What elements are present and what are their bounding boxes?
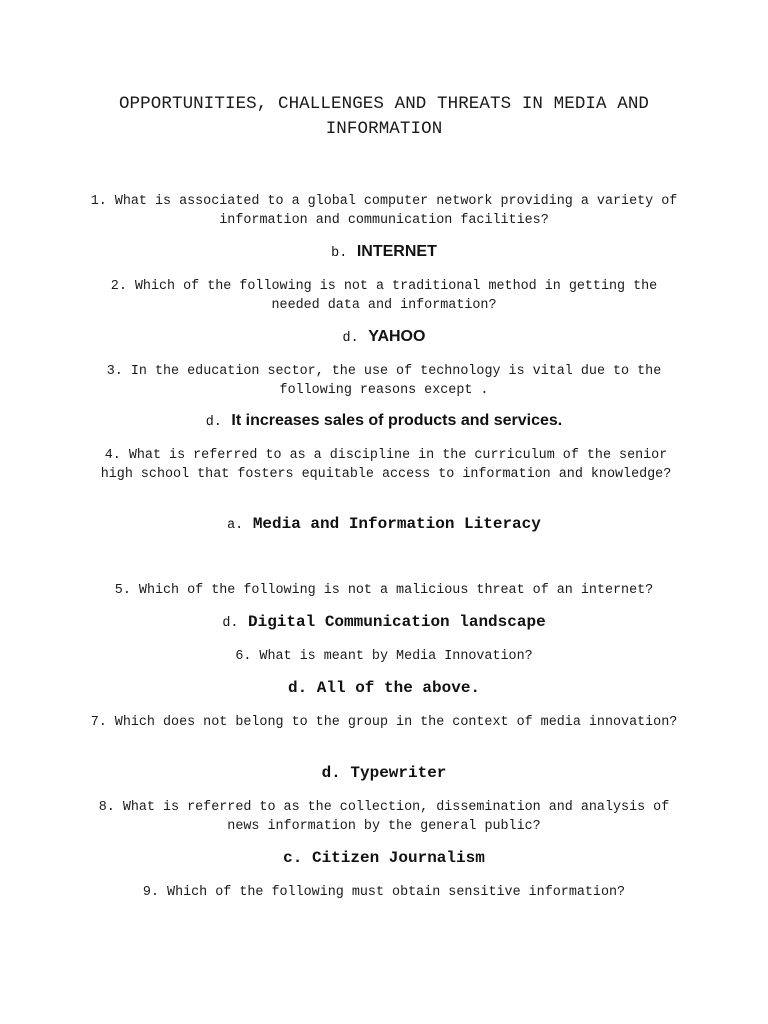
question-5: 5. Which of the following is not a malicious threat of an internet? [114,583,654,598]
answer-2-text: YAHOO [368,328,426,345]
answer-2 [84,328,684,346]
answer-5 [84,613,684,631]
answer-5-letter: d. [222,616,239,631]
question-3: 3. In the education sector, the use of technology is vital due to the following reasons except . [106,364,662,398]
answer-4-letter: a. [227,518,244,533]
answer-6-text: d. All of the above. [287,679,481,697]
question-1: 1. What is associated to a global computer network providing a variety of information and communication facilities? [90,194,678,228]
answer-7 [84,764,684,782]
answer-8-text: c. Citizen Journalism [283,849,485,867]
answer-4 [84,515,684,533]
answer-1 [84,243,684,261]
answer-4-text: Media and Information Literacy [252,515,541,533]
question-7: 7. Which does not belong to the group in the context of media innovation? [90,715,678,730]
question-8: 8. What is referred to as the collection, dissemination and analysis of news information by the general public? [98,800,670,834]
question-4: 4. What is referred to as a discipline in the curriculum of the senior high school that fosters equitable access to information and knowledge? [100,448,672,482]
question-9: 9. Which of the following must obtain sensitive information? [142,885,626,900]
answer-3 [84,412,684,430]
question-6: 6. What is meant by Media Innovation? [235,649,533,664]
answer-5-text: Digital Communication landscape [248,613,546,631]
answer-6 [84,679,684,697]
answer-8 [84,849,684,867]
document-title: OPPORTUNITIES, CHALLENGES AND THREATS IN MEDIA AND INFORMATION [118,94,650,139]
answer-1-letter: b. [331,246,348,261]
answer-2-letter: d. [342,331,359,346]
answer-7-text: d. Typewriter [321,764,447,782]
answer-3-text: It increases sales of products and services. [231,412,563,429]
answer-1-text: INTERNET [356,243,437,260]
question-2: 2. Which of the following is not a traditional method in getting the needed data and information? [110,279,658,313]
answer-3-letter: d. [205,415,222,430]
